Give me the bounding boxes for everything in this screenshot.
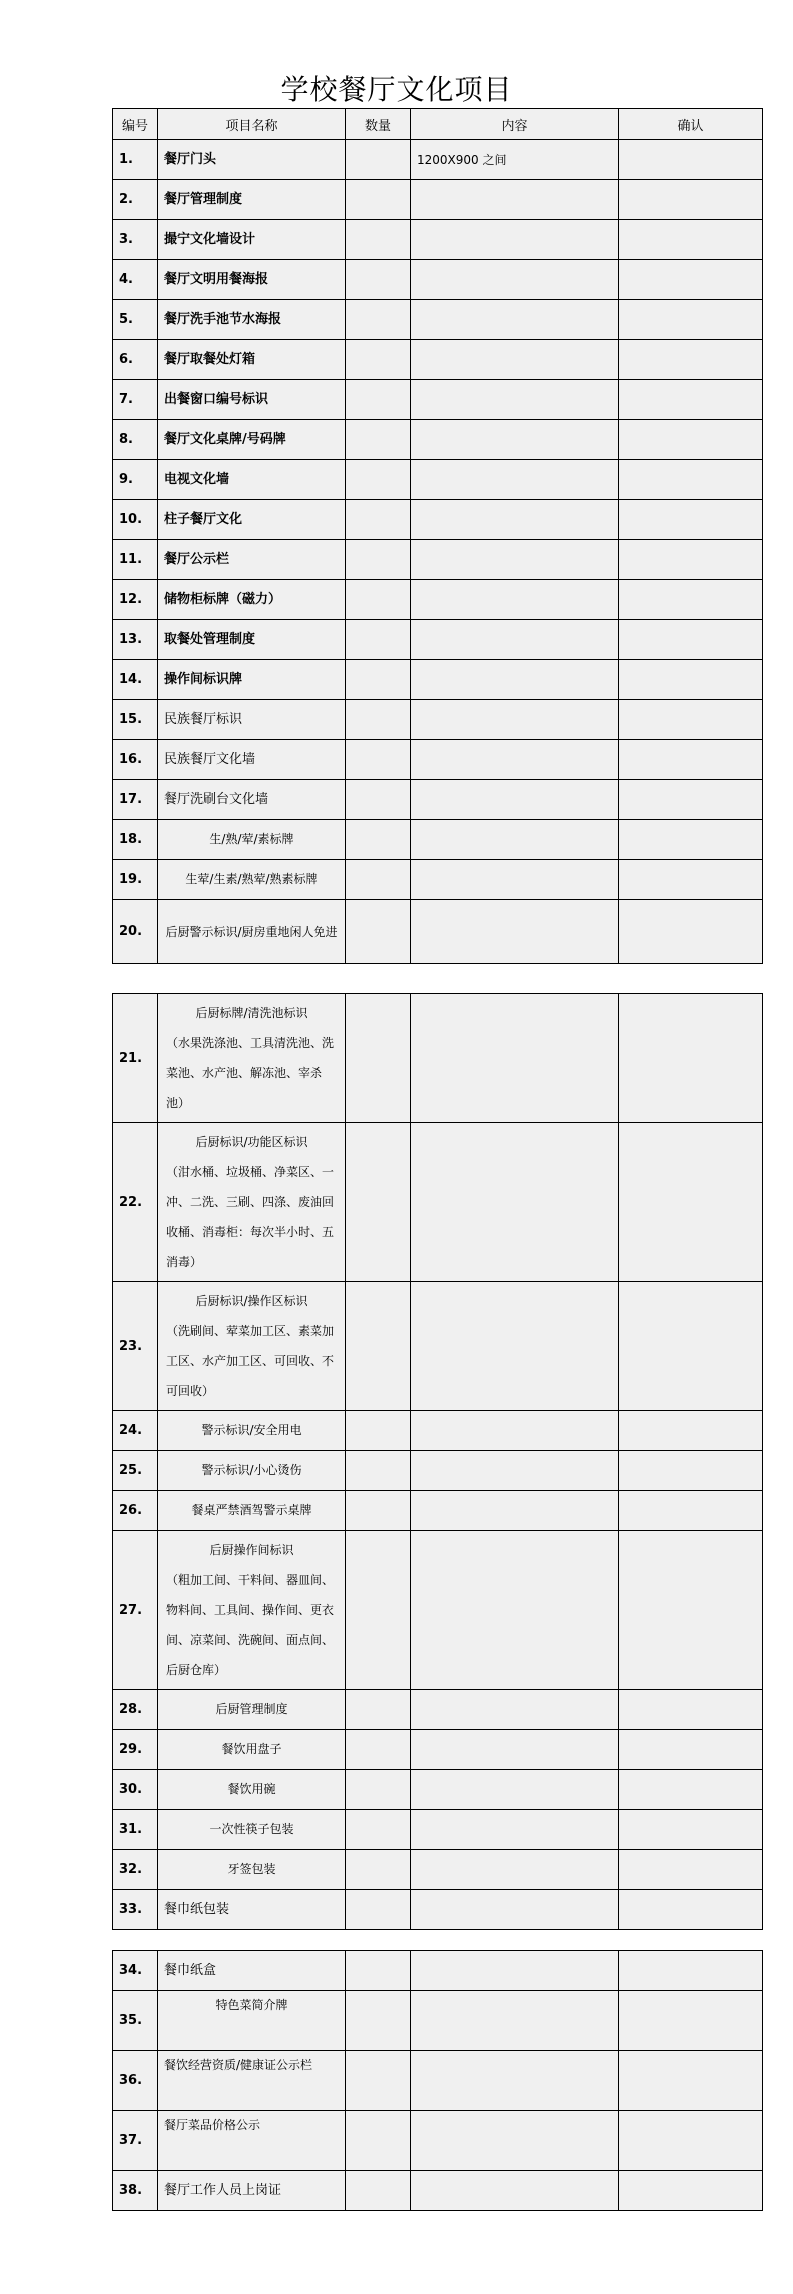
table-row — [113, 1890, 763, 1930]
table-row — [113, 540, 763, 580]
row-confirm — [619, 1411, 763, 1451]
row-confirm — [619, 340, 763, 380]
row-content — [411, 700, 619, 740]
row-qty — [346, 1730, 411, 1770]
row-content — [411, 780, 619, 820]
row-content — [411, 380, 619, 420]
table-row — [113, 140, 763, 180]
row-content — [411, 420, 619, 460]
row-num: 32. — [113, 1850, 158, 1890]
row-name: 餐厅洗刷台文化墙 — [158, 780, 346, 820]
table-header-row — [113, 109, 763, 140]
row-num: 36. — [113, 2051, 158, 2111]
row-content — [411, 860, 619, 900]
row-num: 29. — [113, 1730, 158, 1770]
row-num: 7. — [113, 380, 158, 420]
row-name: 餐厅工作人员上岗证 — [158, 2171, 346, 2211]
row-content — [411, 1730, 619, 1770]
row-num: 24. — [113, 1411, 158, 1451]
table-row — [113, 820, 763, 860]
row-name-title: 后厨标识/功能区标识 — [195, 1135, 308, 1149]
row-num: 17. — [113, 780, 158, 820]
row-confirm — [619, 900, 763, 964]
row-num: 38. — [113, 2171, 158, 2211]
row-confirm — [619, 580, 763, 620]
table-row — [113, 300, 763, 340]
table-row — [113, 420, 763, 460]
row-content — [411, 1690, 619, 1730]
table-row — [113, 2051, 763, 2111]
row-name — [158, 1123, 346, 1282]
row-name: 警示标识/安全用电 — [158, 1411, 346, 1451]
row-name: 电视文化墙 — [158, 460, 346, 500]
table-row — [113, 2111, 763, 2171]
row-qty — [346, 2171, 411, 2211]
row-name-detail: （水果洗涤池、工具清洗池、洗菜池、水产池、解冻池、宰杀池） — [166, 1036, 335, 1110]
row-confirm — [619, 1282, 763, 1411]
table-row — [113, 1770, 763, 1810]
project-table-2 — [112, 993, 763, 1930]
row-num: 31. — [113, 1810, 158, 1850]
page-title: 学校餐厅文化项目 — [280, 73, 513, 106]
row-qty — [346, 300, 411, 340]
row-num: 34. — [113, 1951, 158, 1991]
row-num: 37. — [113, 2111, 158, 2171]
row-content — [411, 340, 619, 380]
table-row — [113, 1690, 763, 1730]
table-row — [113, 740, 763, 780]
row-num: 9. — [113, 460, 158, 500]
row-content — [411, 460, 619, 500]
row-content — [411, 1531, 619, 1690]
row-confirm — [619, 1810, 763, 1850]
header-confirm: 确认 — [619, 109, 763, 140]
row-content — [411, 2171, 619, 2211]
row-qty — [346, 700, 411, 740]
row-confirm — [619, 740, 763, 780]
row-confirm — [619, 140, 763, 180]
row-content — [411, 1451, 619, 1491]
table-row — [113, 1951, 763, 1991]
row-confirm — [619, 460, 763, 500]
row-name: 餐巾纸盒 — [158, 1951, 346, 1991]
row-content — [411, 1991, 619, 2051]
table-row — [113, 1850, 763, 1890]
row-name-title: 后厨操作间标识 — [209, 1543, 294, 1557]
row-num: 28. — [113, 1690, 158, 1730]
row-qty — [346, 1690, 411, 1730]
row-confirm — [619, 1690, 763, 1730]
row-confirm — [619, 1730, 763, 1770]
row-qty — [346, 1123, 411, 1282]
table-row — [113, 1411, 763, 1451]
row-num: 1. — [113, 140, 158, 180]
row-qty — [346, 1890, 411, 1930]
row-num: 3. — [113, 220, 158, 260]
row-name-detail: （洗刷间、荤菜加工区、素菜加工区、水产加工区、可回收、不可回收） — [166, 1324, 335, 1398]
header-num: 编号 — [113, 109, 158, 140]
row-confirm — [619, 1491, 763, 1531]
row-qty — [346, 1282, 411, 1411]
row-confirm — [619, 2171, 763, 2211]
row-confirm — [619, 700, 763, 740]
header-name: 项目名称 — [158, 109, 346, 140]
row-confirm — [619, 1850, 763, 1890]
row-content — [411, 260, 619, 300]
row-name: 餐饮经营资质/健康证公示栏 — [158, 2051, 346, 2111]
table-row — [113, 900, 763, 964]
row-qty — [346, 740, 411, 780]
row-qty — [346, 380, 411, 420]
row-num: 35. — [113, 1991, 158, 2051]
row-name: 餐厅洗手池节水海报 — [158, 300, 346, 340]
row-qty — [346, 1770, 411, 1810]
row-qty — [346, 220, 411, 260]
header-content: 内容 — [411, 109, 619, 140]
row-confirm — [619, 1123, 763, 1282]
row-content — [411, 220, 619, 260]
row-name: 柱子餐厅文化 — [158, 500, 346, 540]
row-num: 23. — [113, 1282, 158, 1411]
row-content — [411, 994, 619, 1123]
row-content — [411, 900, 619, 964]
row-confirm — [619, 380, 763, 420]
row-name: 操作间标识牌 — [158, 660, 346, 700]
row-qty — [346, 340, 411, 380]
row-content — [411, 1770, 619, 1810]
row-confirm — [619, 1890, 763, 1930]
project-table-1 — [112, 108, 763, 964]
row-num: 4. — [113, 260, 158, 300]
table-row — [113, 1730, 763, 1770]
row-num: 30. — [113, 1770, 158, 1810]
row-name: 餐厅菜品价格公示 — [158, 2111, 346, 2171]
row-name: 餐饮用盘子 — [158, 1730, 346, 1770]
row-name: 撮宁文化墙设计 — [158, 220, 346, 260]
row-num: 14. — [113, 660, 158, 700]
row-qty — [346, 500, 411, 540]
row-qty — [346, 860, 411, 900]
header-qty: 数量 — [346, 109, 411, 140]
row-content — [411, 2111, 619, 2171]
row-qty — [346, 460, 411, 500]
row-qty — [346, 660, 411, 700]
row-confirm — [619, 860, 763, 900]
row-confirm — [619, 1951, 763, 1991]
table-row — [113, 860, 763, 900]
row-confirm — [619, 260, 763, 300]
row-num: 5. — [113, 300, 158, 340]
row-qty — [346, 780, 411, 820]
row-num: 22. — [113, 1123, 158, 1282]
row-content — [411, 300, 619, 340]
row-qty — [346, 260, 411, 300]
row-confirm — [619, 420, 763, 460]
row-num: 18. — [113, 820, 158, 860]
row-content — [411, 540, 619, 580]
row-num: 26. — [113, 1491, 158, 1531]
row-name: 储物柜标牌（磁力） — [158, 580, 346, 620]
row-name — [158, 994, 346, 1123]
row-name: 后厨警示标识/厨房重地闲人免进 — [158, 900, 346, 964]
row-confirm — [619, 1451, 763, 1491]
row-name: 特色菜简介牌 — [158, 1991, 346, 2051]
row-name: 民族餐厅文化墙 — [158, 740, 346, 780]
row-num: 33. — [113, 1890, 158, 1930]
row-qty — [346, 580, 411, 620]
row-name: 餐饮用碗 — [158, 1770, 346, 1810]
row-name: 餐厅取餐处灯箱 — [158, 340, 346, 380]
row-name: 取餐处管理制度 — [158, 620, 346, 660]
table-row — [113, 180, 763, 220]
row-confirm — [619, 500, 763, 540]
row-confirm — [619, 820, 763, 860]
row-name — [158, 1282, 346, 1411]
row-qty — [346, 1991, 411, 2051]
row-content — [411, 1123, 619, 1282]
row-qty — [346, 1951, 411, 1991]
table-row — [113, 1810, 763, 1850]
table-row — [113, 260, 763, 300]
row-name: 餐厅管理制度 — [158, 180, 346, 220]
row-confirm — [619, 994, 763, 1123]
table-row — [113, 700, 763, 740]
row-content — [411, 580, 619, 620]
row-name-detail: （粗加工间、干料间、器皿间、物料间、工具间、操作间、更衣间、凉菜间、洗碗间、面点间、后厨仓库） — [166, 1573, 335, 1677]
row-qty — [346, 2051, 411, 2111]
row-content — [411, 1890, 619, 1930]
table-row — [113, 580, 763, 620]
row-content — [411, 1850, 619, 1890]
table-row — [113, 1123, 763, 1282]
table-row — [113, 620, 763, 660]
row-name: 牙签包装 — [158, 1850, 346, 1890]
row-confirm — [619, 2051, 763, 2111]
row-qty — [346, 180, 411, 220]
row-name: 一次性筷子包装 — [158, 1810, 346, 1850]
row-confirm — [619, 300, 763, 340]
row-name: 后厨管理制度 — [158, 1690, 346, 1730]
row-confirm — [619, 660, 763, 700]
row-content — [411, 660, 619, 700]
row-num: 15. — [113, 700, 158, 740]
row-qty — [346, 900, 411, 964]
table-row — [113, 380, 763, 420]
row-confirm — [619, 780, 763, 820]
row-name: 生/熟/荤/素标牌 — [158, 820, 346, 860]
row-num: 21. — [113, 994, 158, 1123]
row-confirm — [619, 1770, 763, 1810]
row-qty — [346, 2111, 411, 2171]
row-name: 餐厅文明用餐海报 — [158, 260, 346, 300]
row-qty — [346, 994, 411, 1123]
row-num: 6. — [113, 340, 158, 380]
row-content — [411, 1491, 619, 1531]
row-name — [158, 1531, 346, 1690]
row-content — [411, 2051, 619, 2111]
row-num: 13. — [113, 620, 158, 660]
table-row — [113, 660, 763, 700]
row-content — [411, 740, 619, 780]
row-name: 餐厅门头 — [158, 140, 346, 180]
row-name-detail: （泔水桶、垃圾桶、净菜区、一冲、二洗、三刷、四涤、废油回收桶、消毒柜：每次半小时、五消毒） — [166, 1165, 335, 1269]
row-num: 27. — [113, 1531, 158, 1690]
row-num: 25. — [113, 1451, 158, 1491]
table-row — [113, 1282, 763, 1411]
row-qty — [346, 420, 411, 460]
row-content — [411, 1810, 619, 1850]
row-name: 生荤/生素/熟荤/熟素标牌 — [158, 860, 346, 900]
row-content — [411, 180, 619, 220]
row-qty — [346, 1491, 411, 1531]
row-name-title: 后厨标牌/清洗池标识 — [195, 1006, 308, 1020]
table-row — [113, 780, 763, 820]
row-num: 19. — [113, 860, 158, 900]
row-num: 11. — [113, 540, 158, 580]
row-num: 12. — [113, 580, 158, 620]
table-row — [113, 1531, 763, 1690]
row-qty — [346, 1810, 411, 1850]
row-name: 民族餐厅标识 — [158, 700, 346, 740]
table-row — [113, 220, 763, 260]
row-num: 8. — [113, 420, 158, 460]
row-qty — [346, 820, 411, 860]
table-row — [113, 340, 763, 380]
row-name-title: 后厨标识/操作区标识 — [195, 1294, 308, 1308]
row-num: 16. — [113, 740, 158, 780]
row-qty — [346, 1451, 411, 1491]
row-qty — [346, 1411, 411, 1451]
row-confirm — [619, 2111, 763, 2171]
row-confirm — [619, 620, 763, 660]
row-content — [411, 1282, 619, 1411]
table-row — [113, 2171, 763, 2211]
table-row — [113, 1991, 763, 2051]
row-qty — [346, 1531, 411, 1690]
row-num: 2. — [113, 180, 158, 220]
row-confirm — [619, 540, 763, 580]
table-row — [113, 460, 763, 500]
table-row — [113, 1491, 763, 1531]
row-name: 餐厅公示栏 — [158, 540, 346, 580]
row-name: 警示标识/小心烫伤 — [158, 1451, 346, 1491]
row-qty — [346, 620, 411, 660]
row-num: 20. — [113, 900, 158, 964]
table-row — [113, 500, 763, 540]
row-qty — [346, 540, 411, 580]
row-qty — [346, 140, 411, 180]
row-num: 10. — [113, 500, 158, 540]
row-name: 餐巾纸包装 — [158, 1890, 346, 1930]
row-name: 出餐窗口编号标识 — [158, 380, 346, 420]
row-content: 1200X900 之间 — [411, 140, 619, 180]
row-name: 餐桌严禁酒驾警示桌牌 — [158, 1491, 346, 1531]
row-content — [411, 1951, 619, 1991]
row-content — [411, 620, 619, 660]
row-name: 餐厅文化桌牌/号码牌 — [158, 420, 346, 460]
project-table-3 — [112, 1950, 763, 2211]
row-confirm — [619, 1991, 763, 2051]
row-confirm — [619, 220, 763, 260]
table-row — [113, 1451, 763, 1491]
table-row — [113, 994, 763, 1123]
row-content — [411, 1411, 619, 1451]
row-confirm — [619, 1531, 763, 1690]
row-content — [411, 500, 619, 540]
row-confirm — [619, 180, 763, 220]
row-qty — [346, 1850, 411, 1890]
row-content — [411, 820, 619, 860]
